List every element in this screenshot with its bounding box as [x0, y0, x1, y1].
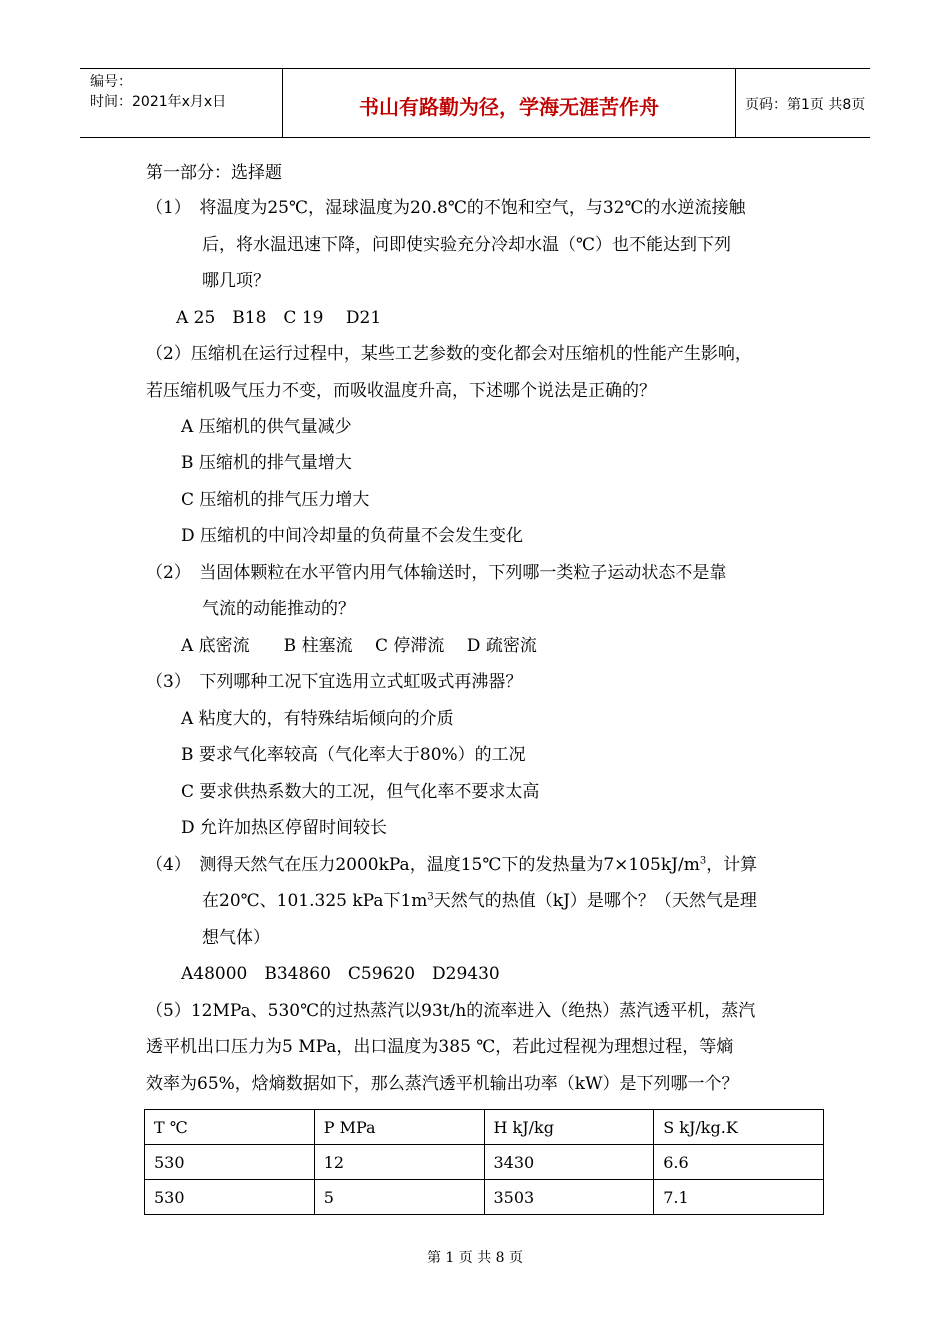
page-header	[80, 68, 870, 138]
table-row	[145, 1145, 824, 1180]
steam-table	[144, 1109, 824, 1215]
table-header-cell: P MPa	[314, 1110, 484, 1145]
q6-line2: 透平机出口压力为5 MPa，出口温度为385 ℃，若此过程视为理想过程，等熵	[146, 1037, 734, 1057]
q2-option-c: C 压缩机的排气压力增大	[181, 490, 370, 510]
q5-line1	[146, 855, 757, 875]
number-label: 编号：	[90, 74, 132, 90]
page-footer: 第 1 页 共 8 页	[426, 1250, 524, 1266]
table-cell: 7.1	[654, 1180, 824, 1215]
table-cell: 530	[145, 1180, 315, 1215]
q5-line2-text: 在20℃、101.325 kPa下1m	[202, 891, 428, 911]
q4-line1: （3） 下列哪种工况下宜选用立式虹吸式再沸器？	[146, 672, 523, 692]
section-title: 第一部分：选择题	[146, 163, 282, 183]
motto: 书山有路勤为径，学海无涯苦作舟	[359, 95, 659, 119]
q4-option-b: B 要求气化率较高（气化率大于80%）的工况	[181, 745, 526, 765]
table-header-cell: H kJ/kg	[484, 1110, 654, 1145]
table-cell: 6.6	[654, 1145, 824, 1180]
q5-line3: 想气体）	[202, 928, 270, 948]
table-cell: 3503	[484, 1180, 654, 1215]
header-meta	[80, 69, 282, 137]
table-cell: 12	[314, 1145, 484, 1180]
table-row	[145, 1180, 824, 1215]
q5-options: A48000 B34860 C59620 D29430	[181, 964, 500, 984]
table-header-cell: S kJ/kg.K	[654, 1110, 824, 1145]
q5-line1-text: （4） 测得天然气在压力2000kPa，温度15℃下的发热量为7×105kJ/m	[146, 855, 700, 875]
q5-line2-tail: 天然气的热值（kJ）是哪个？（天然气是理	[433, 891, 757, 911]
q4-option-a: A 粘度大的，有特殊结垢倾向的介质	[181, 709, 454, 729]
page-info: 页码：第1页 共8页	[745, 97, 866, 113]
q6-line3: 效率为65%，焓熵数据如下，那么蒸汽透平机输出功率（kW）是下列哪一个？	[146, 1074, 739, 1094]
q1-line3: 哪几项？	[202, 271, 270, 291]
table-cell: 5	[314, 1180, 484, 1215]
q5-line2-sup: 3	[427, 891, 434, 903]
q2-option-d: D 压缩机的中间冷却量的负荷量不会发生变化	[181, 526, 524, 546]
q1-options: A 25 B18 C 19 D21	[176, 308, 382, 328]
table-cell: 3430	[484, 1145, 654, 1180]
table-header-cell: T ℃	[145, 1110, 315, 1145]
q6-line1: （5）12MPa、530℃的过热蒸汽以93t/h的流率进入（绝热）蒸汽透平机，蒸汽	[146, 1001, 756, 1021]
q2-line1: （2）压缩机在运行过程中，某些工艺参数的变化都会对压缩机的性能产生影响，	[146, 344, 752, 364]
q3-options: A 底密流 B 柱塞流 C 停滞流 D 疏密流	[181, 636, 537, 656]
q3-line2: 气流的动能推动的？	[202, 599, 355, 619]
date-label: 时间：2021年x月x日	[90, 94, 227, 110]
q2-line2: 若压缩机吸气压力不变，而吸收温度升高，下述哪个说法是正确的？	[146, 381, 656, 401]
q5-line1-sup: 3	[699, 855, 707, 867]
q1-line1: （1） 将温度为25℃，湿球温度为20.8℃的不饱和空气，与32℃的水逆流接触	[146, 198, 746, 218]
table-header-row	[145, 1110, 824, 1145]
q1-line2: 后，将水温迅速下降，问即使实验充分冷却水温（℃）也不能达到下列	[202, 235, 732, 255]
q2-option-a: A 压缩机的供气量减少	[181, 417, 352, 437]
q3-line1: （2） 当固体颗粒在水平管内用气体输送时，下列哪一类粒子运动状态不是靠	[146, 563, 727, 583]
q4-option-c: C 要求供热系数大的工况，但气化率不要求太高	[181, 782, 540, 802]
q5-line1-tail: ，计算	[706, 855, 758, 875]
q5-line2	[202, 891, 757, 911]
table-cell: 530	[145, 1145, 315, 1180]
q2-option-b: B 压缩机的排气量增大	[181, 453, 352, 473]
q4-option-d: D 允许加热区停留时间较长	[181, 818, 388, 838]
header-motto-cell	[282, 69, 736, 137]
header-page-cell	[735, 69, 870, 137]
